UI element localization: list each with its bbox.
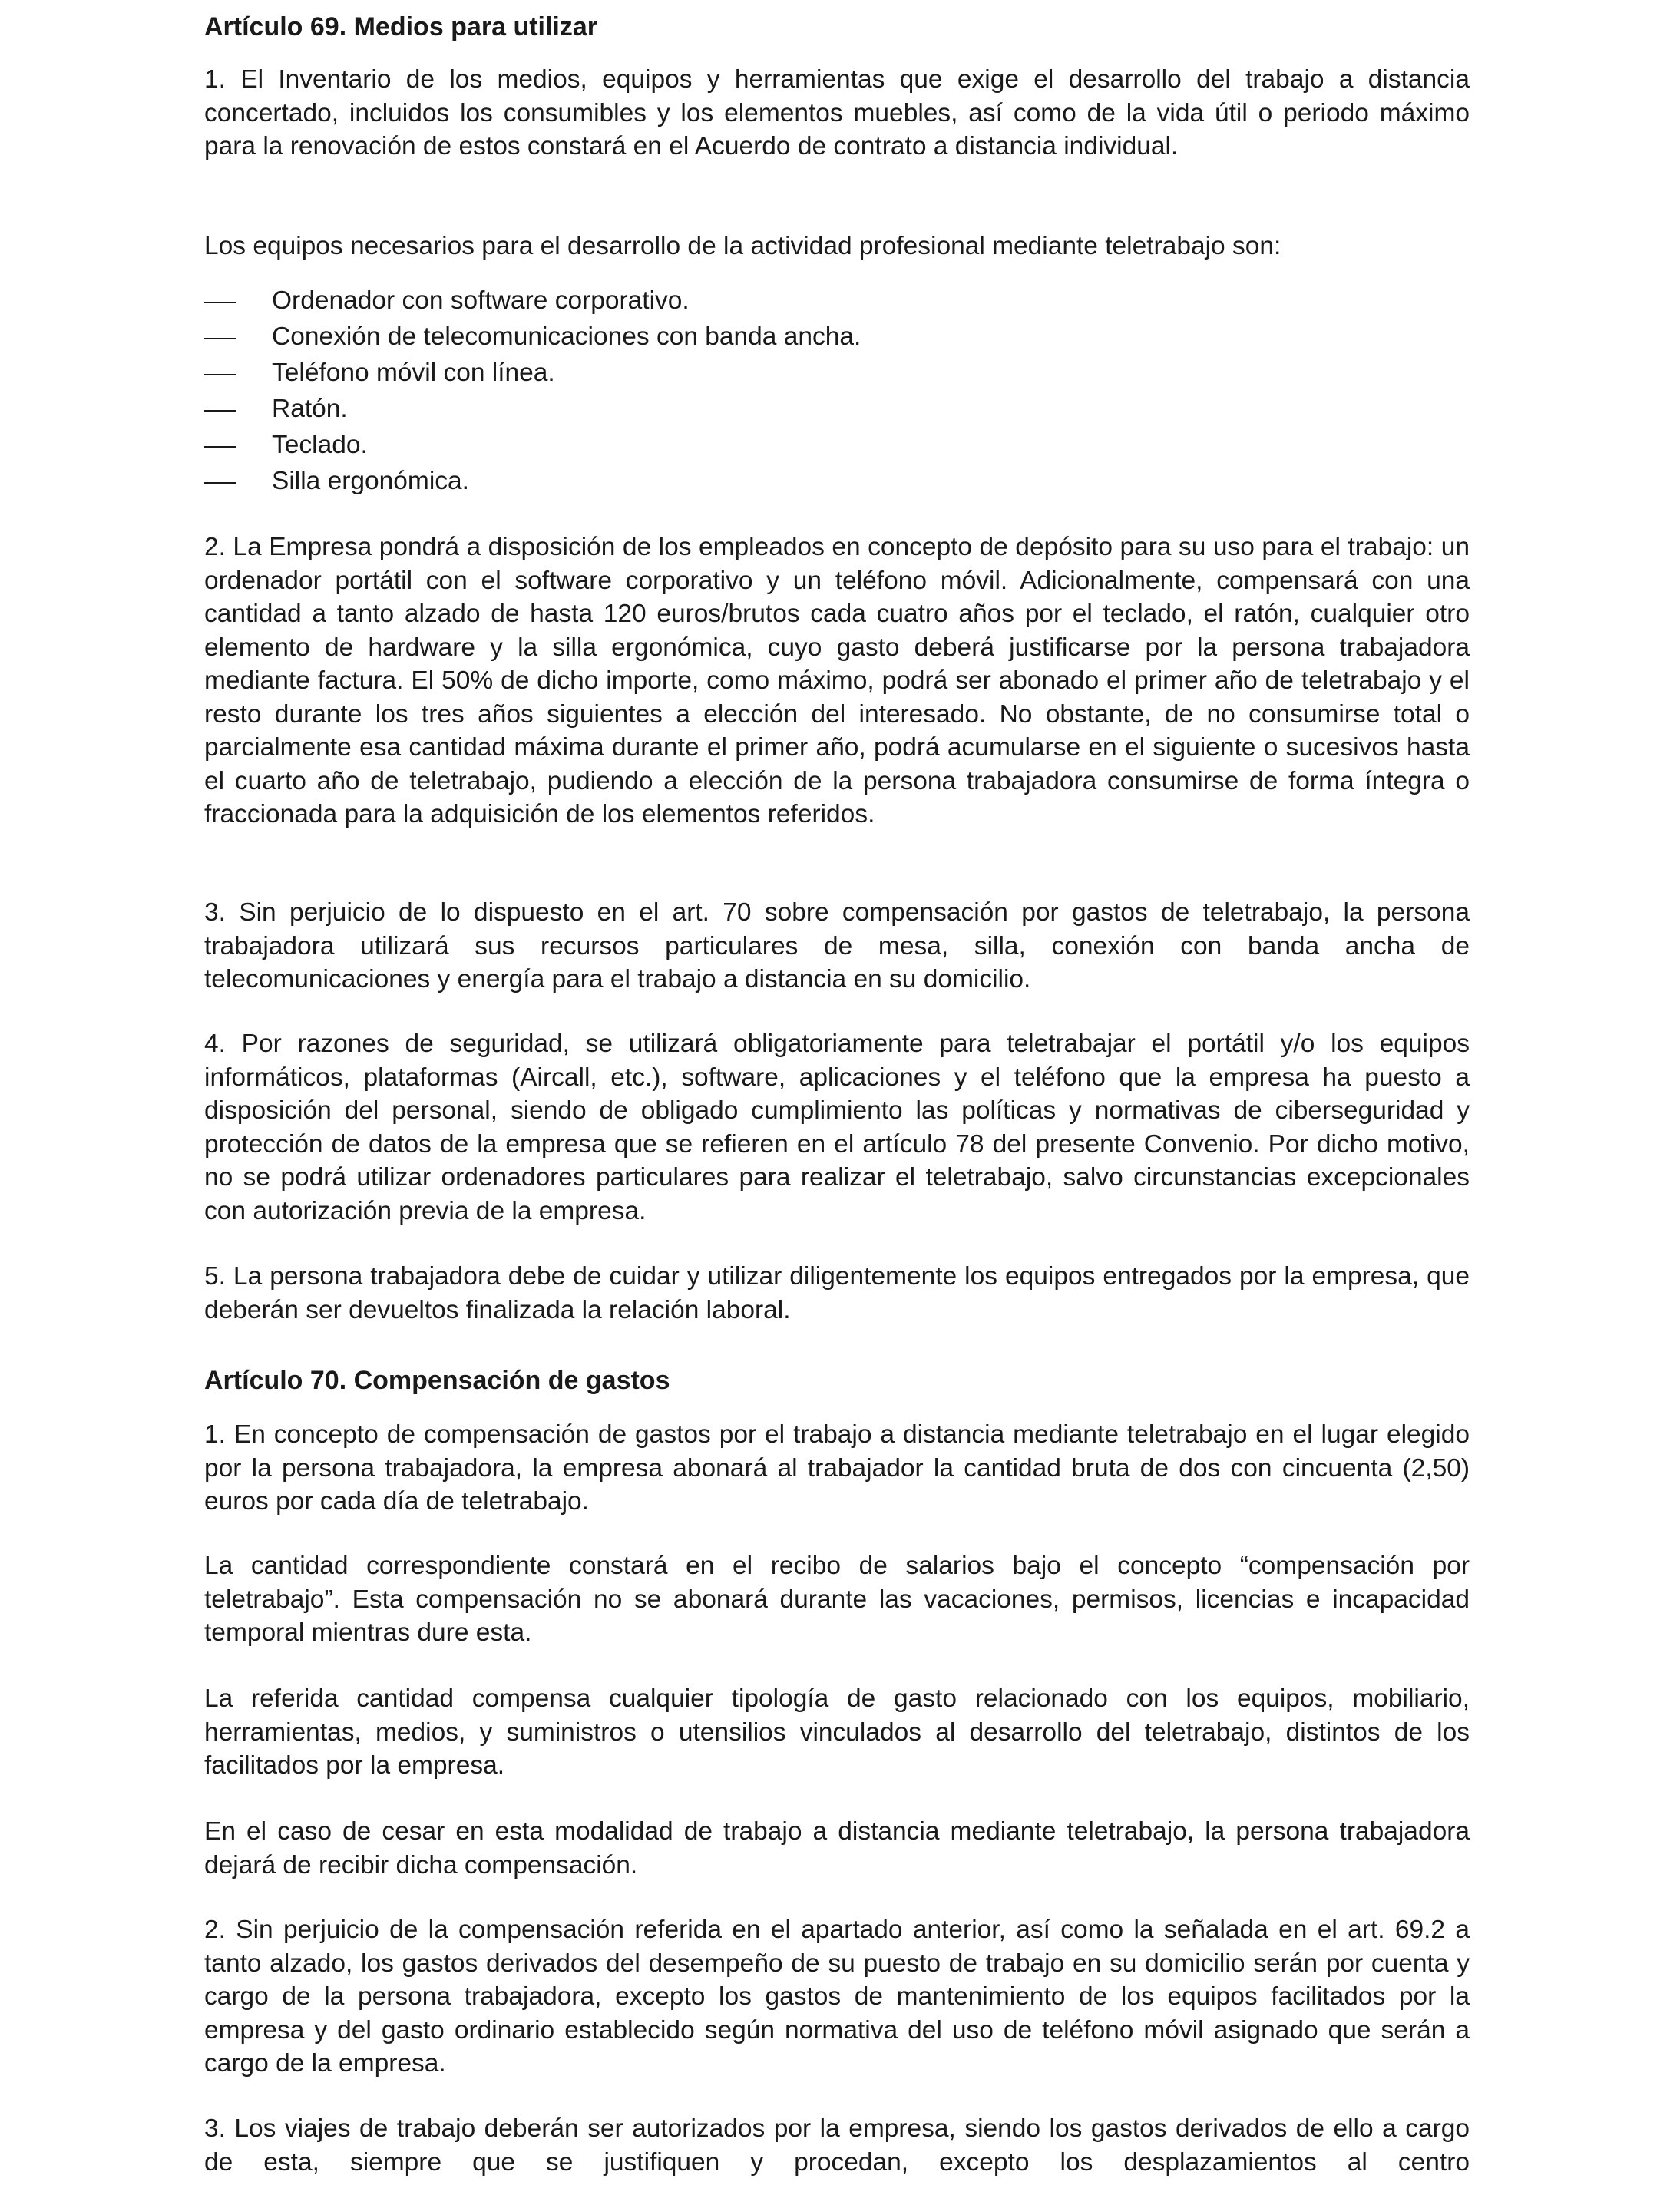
list-item — [204, 283, 1470, 319]
list-item-text: Silla ergonómica. — [272, 467, 469, 495]
article-70-paragraph-3: 3. Los viajes de trabajo deberán ser autorizados por la empresa, siendo los gastos derivados de ello a cargo de esta, siempre que se justifiquen y procedan, excepto los desplazamientos al centro — [204, 2114, 1470, 2177]
list-item-text: Ratón. — [272, 395, 348, 423]
article-69-paragraph-5: 5. La persona trabajadora debe de cuidar y utilizar diligentemente los equipos entregados por la empresa, que deberán ser devueltos finalizada la relación laboral. — [204, 1262, 1470, 1324]
article-69-heading: Artículo 69. Medios para utilizar — [204, 12, 598, 41]
equipment-list — [204, 283, 1470, 499]
article-70-paragraph-1d: En el caso de cesar en esta modalidad de trabajo a distancia mediante teletrabajo, la persona trabajadora dejará de recibir dicha compensación. — [204, 1817, 1470, 1879]
article-69-paragraph-2: 2. La Empresa pondrá a disposición de los empleados en concepto de depósito para su uso para el trabajo: un ordenador portátil con el software corporativo y un teléfono móvil. Adicionalmente, compensará con una cantidad a tanto alzado de hasta 120 euros/brutos cada cuatro años por el teclado, el ratón, cualquier otro elemento de hardware y la silla ergonómica, cuyo gasto deberá justificarse por la persona trabajadora mediante factura. El 50% de dicho importe, como máximo, podrá ser abonado el primer año de teletrabajo y el resto durante los tres años siguientes a elección del interesado. No obstante, de no consumirse total o parcialmente esa cantidad máxima durante el primer año, podrá acumularse en el siguiente o sucesivos hasta el cuarto año de teletrabajo, pudiendo a elección de la persona trabajadora consumirse de forma íntegra o fraccionada para la adquisición de los elementos referidos. — [204, 533, 1470, 828]
list-item-text: Teléfono móvil con línea. — [272, 359, 555, 387]
list-item — [204, 391, 1470, 427]
list-item — [204, 427, 1470, 463]
list-item — [204, 319, 1470, 355]
article-70-paragraph-1c: La referida cantidad compensa cualquier tipología de gasto relacionado con los equipos, mobiliario, herramientas, medios, y suministros o utensilios vinculados al desarrollo del teletrabajo, distintos de los facilitados por la empresa. — [204, 1684, 1470, 1780]
list-item-text: Conexión de telecomunicaciones con banda ancha. — [272, 322, 861, 351]
equipment-list-intro: Los equipos necesarios para el desarrollo de la actividad profesional mediante teletrabajo son: — [204, 232, 1281, 260]
list-item-text: Ordenador con software corporativo. — [272, 286, 690, 315]
article-69-paragraph-1: 1. El Inventario de los medios, equipos y herramientas que exige el desarrollo del trabajo a distancia concertado, incluidos los consumibles y los elementos muebles, así como de la vida útil o periodo máximo para la renovación de estos constará en el Acuerdo de contrato a distancia individual. — [204, 65, 1470, 160]
list-item — [204, 463, 1470, 499]
article-70-paragraph-2: 2. Sin perjuicio de la compensación referida en el apartado anterior, así como la señalada en el art. 69.2 a tanto alzado, los gastos derivados del desempeño de su puesto de trabajo en su domicilio serán por cuenta y cargo de la persona trabajadora, excepto los gastos de mantenimiento de los equipos facilitados por la empresa y del gasto ordinario establecido según normativa del uso de teléfono móvil asignado que serán a cargo de la empresa. — [204, 1916, 1470, 2078]
list-item — [204, 355, 1470, 391]
article-70-paragraph-1: 1. En concepto de compensación de gastos por el trabajo a distancia mediante teletrabajo en el lugar elegido por la persona trabajadora, la empresa abonará al trabajador la cantidad bruta de dos con cincuenta (2,50) euros por cada día de teletrabajo. — [204, 1420, 1470, 1516]
article-69-paragraph-3: 3. Sin perjuicio de lo dispuesto en el art. 70 sobre compensación por gastos de teletrabajo, la persona trabajadora utilizará sus recursos particulares de mesa, silla, conexión con banda ancha de telecomunicaciones y energía para el trabajo a distancia en su domicilio. — [204, 898, 1470, 993]
article-70-heading: Artículo 70. Compensación de gastos — [204, 1366, 670, 1395]
article-69-paragraph-4: 4. Por razones de seguridad, se utilizará obligatoriamente para teletrabajar el portátil y/o los equipos informáticos, plataformas (Aircall, etc.), software, aplicaciones y el teléfono que la empresa ha puesto a disposición del personal, siendo de obligado cumplimiento las políticas y normativas de ciberseguridad y protección de datos de la empresa que se refieren en el artículo 78 del presente Convenio. Por dicho motivo, no se podrá utilizar ordenadores particulares para realizar el teletrabajo, salvo circunstancias excepcionales con autorización previa de la empresa. — [204, 1030, 1470, 1225]
list-item-text: Teclado. — [272, 431, 368, 459]
article-70-paragraph-1b: La cantidad correspondiente constará en el recibo de salarios bajo el concepto “compensación por teletrabajo”. Esta compensación no se abonará durante las vacaciones, permisos, licencias e incapacidad temporal mientras dure esta. — [204, 1552, 1470, 1647]
